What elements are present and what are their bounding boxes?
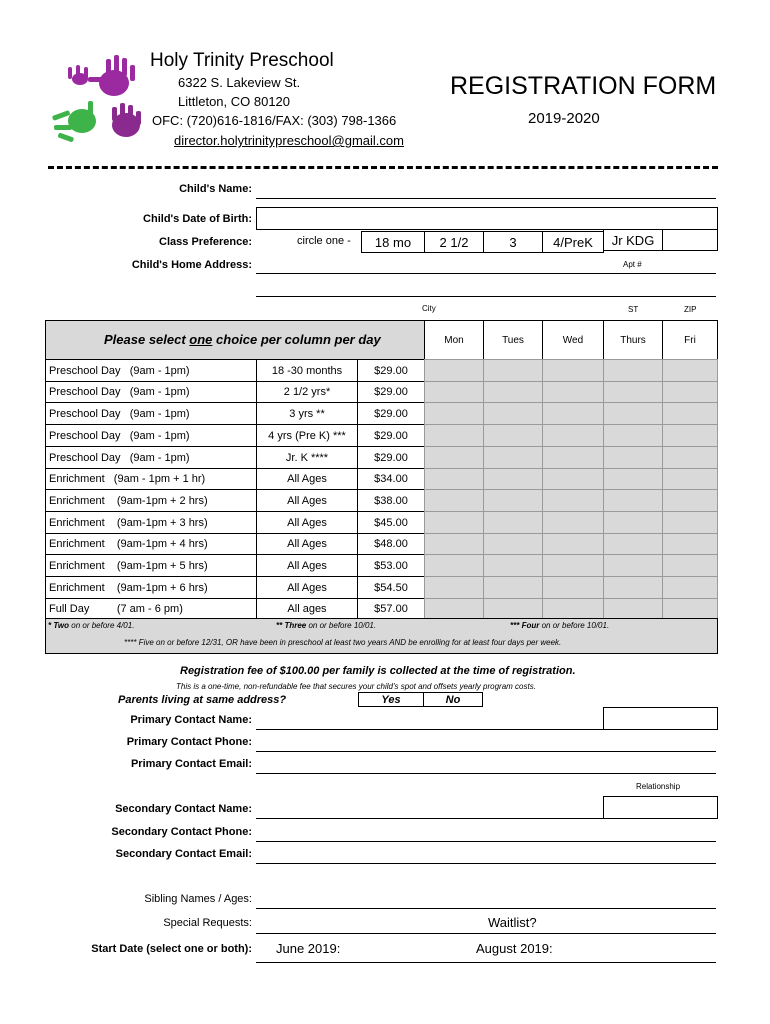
price-cell: $29.00 — [357, 402, 425, 425]
program-cell: Preschool Day (9am - 1pm) — [45, 424, 257, 447]
form-year: 2019-2020 — [528, 110, 600, 127]
program-cell: Preschool Day (9am - 1pm) — [45, 402, 257, 425]
age-cell: All Ages — [256, 511, 358, 534]
program-cell: Enrichment (9am-1pm + 6 hrs) — [45, 576, 257, 599]
program-cell: Enrichment (9am - 1pm + 1 hr) — [45, 468, 257, 490]
day-select-cell-fri[interactable] — [662, 424, 718, 447]
class-option-prek[interactable]: 4/PreK — [542, 231, 604, 253]
price-cell: $29.00 — [357, 359, 425, 382]
day-select-cell-fri[interactable] — [662, 381, 718, 403]
form-title: REGISTRATION FORM — [450, 72, 717, 100]
primary-phone-label: Primary Contact Phone: — [126, 736, 252, 748]
program-cell: Preschool Day (9am - 1pm) — [45, 446, 257, 469]
day-select-cell-thurs[interactable] — [603, 446, 663, 469]
school-address-2: Littleton, CO 80120 — [178, 94, 291, 109]
note-three: ** Three on or before 10/01. — [276, 621, 377, 630]
day-select-cell-wed[interactable] — [542, 402, 604, 425]
apt-label: Apt # — [623, 260, 642, 269]
class-option-blank[interactable] — [662, 229, 718, 251]
day-select-cell-wed[interactable] — [542, 424, 604, 447]
june-2019-option[interactable]: June 2019: — [276, 941, 341, 956]
age-cell: All Ages — [256, 554, 358, 577]
day-select-cell-wed[interactable] — [542, 576, 604, 599]
age-cell: All Ages — [256, 533, 358, 555]
program-cell: Enrichment (9am-1pm + 5 hrs) — [45, 554, 257, 577]
start-date-label: Start Date (select one or both): — [91, 943, 252, 955]
day-select-cell-tues[interactable] — [483, 359, 543, 382]
day-select-cell-fri[interactable] — [662, 446, 718, 469]
price-cell: $29.00 — [357, 424, 425, 447]
note-four: *** Four on or before 10/01. — [510, 621, 610, 630]
school-address-1: 6322 S. Lakeview St. — [178, 75, 301, 90]
day-select-cell-wed[interactable] — [542, 598, 604, 620]
age-cell: Jr. K **** — [256, 446, 358, 469]
day-select-cell-mon[interactable] — [424, 381, 484, 403]
day-select-cell-fri[interactable] — [662, 554, 718, 577]
day-select-cell-fri[interactable] — [662, 511, 718, 534]
relationship-label: Relationship — [636, 782, 681, 791]
childs-name-label: Child's Name: — [179, 183, 252, 195]
childs-dob-field[interactable] — [256, 207, 718, 230]
day-select-cell-mon[interactable] — [424, 446, 484, 469]
day-select-cell-tues[interactable] — [483, 489, 543, 512]
price-cell: $48.00 — [357, 533, 425, 555]
age-cell: All Ages — [256, 468, 358, 490]
price-cell: $34.00 — [357, 468, 425, 490]
day-select-cell-wed[interactable] — [542, 554, 604, 577]
day-select-cell-fri[interactable] — [662, 576, 718, 599]
day-select-cell-thurs[interactable] — [603, 402, 663, 425]
siblings-label: Sibling Names / Ages: — [144, 893, 252, 905]
day-select-cell-wed[interactable] — [542, 511, 604, 534]
price-cell: $57.00 — [357, 598, 425, 620]
city-label: City — [422, 304, 436, 313]
program-cell: Enrichment (9am-1pm + 3 hrs) — [45, 511, 257, 534]
address-line-1[interactable] — [256, 273, 716, 274]
day-select-cell-mon[interactable] — [424, 468, 484, 490]
day-header-fri: Fri — [662, 320, 718, 360]
day-select-cell-fri[interactable] — [662, 468, 718, 490]
primary-email-field[interactable] — [256, 773, 716, 774]
handprint-logo — [48, 55, 150, 145]
siblings-field[interactable] — [256, 908, 716, 909]
childs-name-field[interactable] — [256, 198, 716, 199]
price-cell: $45.00 — [357, 511, 425, 534]
day-select-cell-mon[interactable] — [424, 576, 484, 599]
program-cell: Preschool Day (9am - 1pm) — [45, 381, 257, 403]
price-cell: $38.00 — [357, 489, 425, 512]
state-label: ST — [628, 305, 639, 314]
program-cell: Preschool Day (9am - 1pm) — [45, 359, 257, 382]
day-select-cell-mon[interactable] — [424, 533, 484, 555]
school-email: director.holytrinitypreschool@gmail.com — [174, 133, 404, 148]
header-separator — [48, 166, 718, 169]
note-five: **** Five on or before 12/31, OR have been in preschool at least two years AND be enrolling for at least four days per week. — [124, 638, 562, 647]
day-select-cell-tues[interactable] — [483, 511, 543, 534]
price-cell: $29.00 — [357, 381, 425, 403]
same-address-no[interactable]: No — [423, 692, 483, 707]
circle-one-note: circle one - — [297, 235, 351, 247]
secondary-name-label: Secondary Contact Name: — [115, 803, 252, 815]
price-cell: $53.00 — [357, 554, 425, 577]
age-cell: 3 yrs ** — [256, 402, 358, 425]
day-select-cell-mon[interactable] — [424, 424, 484, 447]
price-cell: $54.50 — [357, 576, 425, 599]
special-requests-label: Special Requests: — [163, 917, 252, 929]
august-2019-option[interactable]: August 2019: — [476, 941, 553, 956]
day-select-cell-thurs[interactable] — [603, 554, 663, 577]
day-header-wed: Wed — [542, 320, 604, 360]
day-header-tues: Tues — [483, 320, 543, 360]
special-requests-field[interactable] — [256, 933, 716, 934]
school-name: Holy Trinity Preschool — [150, 50, 334, 71]
class-option-18mo[interactable]: 18 mo — [361, 231, 425, 253]
day-select-cell-tues[interactable] — [483, 424, 543, 447]
secondary-email-label: Secondary Contact Email: — [115, 848, 252, 860]
day-select-cell-mon[interactable] — [424, 489, 484, 512]
secondary-email-field[interactable] — [256, 863, 716, 864]
program-cell: Full Day (7 am - 6 pm) — [45, 598, 257, 620]
price-cell: $29.00 — [357, 446, 425, 469]
secondary-phone-label: Secondary Contact Phone: — [111, 826, 252, 838]
day-select-cell-tues[interactable] — [483, 381, 543, 403]
day-select-cell-thurs[interactable] — [603, 533, 663, 555]
schedule-heading: Please select one choice per column per day — [104, 332, 381, 347]
day-select-cell-wed[interactable] — [542, 381, 604, 403]
address-line-2[interactable] — [256, 296, 716, 297]
program-cell: Enrichment (9am-1pm + 4 hrs) — [45, 533, 257, 555]
day-select-cell-mon[interactable] — [424, 554, 484, 577]
day-select-cell-tues[interactable] — [483, 446, 543, 469]
program-cell: Enrichment (9am-1pm + 2 hrs) — [45, 489, 257, 512]
start-date-field[interactable] — [256, 962, 716, 963]
day-select-cell-thurs[interactable] — [603, 489, 663, 512]
day-select-cell-thurs[interactable] — [603, 511, 663, 534]
day-select-cell-tues[interactable] — [483, 402, 543, 425]
registration-fee-title: Registration fee of $100.00 per family is collected at the time of registration. — [180, 665, 576, 677]
note-two: * Two on or before 4/01. — [48, 621, 135, 630]
primary-relationship-field[interactable] — [603, 707, 718, 730]
day-select-cell-thurs[interactable] — [603, 598, 663, 620]
day-select-cell-fri[interactable] — [662, 359, 718, 382]
day-select-cell-fri[interactable] — [662, 598, 718, 620]
day-header-mon: Mon — [424, 320, 484, 360]
day-select-cell-wed[interactable] — [542, 446, 604, 469]
class-preference-label: Class Preference: — [159, 236, 252, 248]
day-select-cell-tues[interactable] — [483, 554, 543, 577]
age-cell: All ages — [256, 598, 358, 620]
day-select-cell-mon[interactable] — [424, 359, 484, 382]
class-option-jr-kdg[interactable]: Jr KDG — [603, 229, 663, 251]
primary-name-label: Primary Contact Name: — [130, 714, 252, 726]
day-select-cell-fri[interactable] — [662, 533, 718, 555]
day-header-thurs: Thurs — [603, 320, 663, 360]
day-select-cell-thurs[interactable] — [603, 424, 663, 447]
day-select-cell-thurs[interactable] — [603, 468, 663, 490]
age-cell: 4 yrs (Pre K) *** — [256, 424, 358, 447]
zip-label: ZIP — [684, 305, 697, 314]
same-address-yes[interactable]: Yes — [358, 692, 424, 707]
day-select-cell-tues[interactable] — [483, 533, 543, 555]
school-phone: OFC: (720)616-1816/FAX: (303) 798-1366 — [152, 113, 397, 128]
notes-box — [45, 618, 718, 654]
day-select-cell-thurs[interactable] — [603, 576, 663, 599]
age-cell: 2 1/2 yrs* — [256, 381, 358, 403]
same-address-label: Parents living at same address? — [118, 694, 287, 706]
secondary-phone-field[interactable] — [256, 841, 716, 842]
day-select-cell-thurs[interactable] — [603, 359, 663, 382]
day-select-cell-mon[interactable] — [424, 402, 484, 425]
childs-dob-label: Child's Date of Birth: — [143, 213, 252, 225]
primary-phone-field[interactable] — [256, 751, 716, 752]
waitlist-label: Waitlist? — [488, 915, 537, 930]
day-select-cell-mon[interactable] — [424, 598, 484, 620]
day-select-cell-mon[interactable] — [424, 511, 484, 534]
day-select-cell-tues[interactable] — [483, 468, 543, 490]
home-address-label: Child's Home Address: — [131, 259, 252, 271]
day-select-cell-fri[interactable] — [662, 402, 718, 425]
secondary-relationship-field[interactable] — [603, 796, 718, 819]
primary-email-label: Primary Contact Email: — [130, 758, 252, 770]
day-select-cell-tues[interactable] — [483, 598, 543, 620]
registration-fee-subtitle: This is a one-time, non-refundable fee that secures your child's spot and offsets yearly program costs. — [176, 682, 536, 691]
day-select-cell-wed[interactable] — [542, 468, 604, 490]
day-select-cell-thurs[interactable] — [603, 381, 663, 403]
day-select-cell-wed[interactable] — [542, 489, 604, 512]
class-option-2-half[interactable]: 2 1/2 — [424, 231, 484, 253]
day-select-cell-wed[interactable] — [542, 359, 604, 382]
age-cell: All Ages — [256, 489, 358, 512]
day-select-cell-tues[interactable] — [483, 576, 543, 599]
day-select-cell-wed[interactable] — [542, 533, 604, 555]
age-cell: All Ages — [256, 576, 358, 599]
day-select-cell-fri[interactable] — [662, 489, 718, 512]
age-cell: 18 -30 months — [256, 359, 358, 382]
class-option-3[interactable]: 3 — [483, 231, 543, 253]
